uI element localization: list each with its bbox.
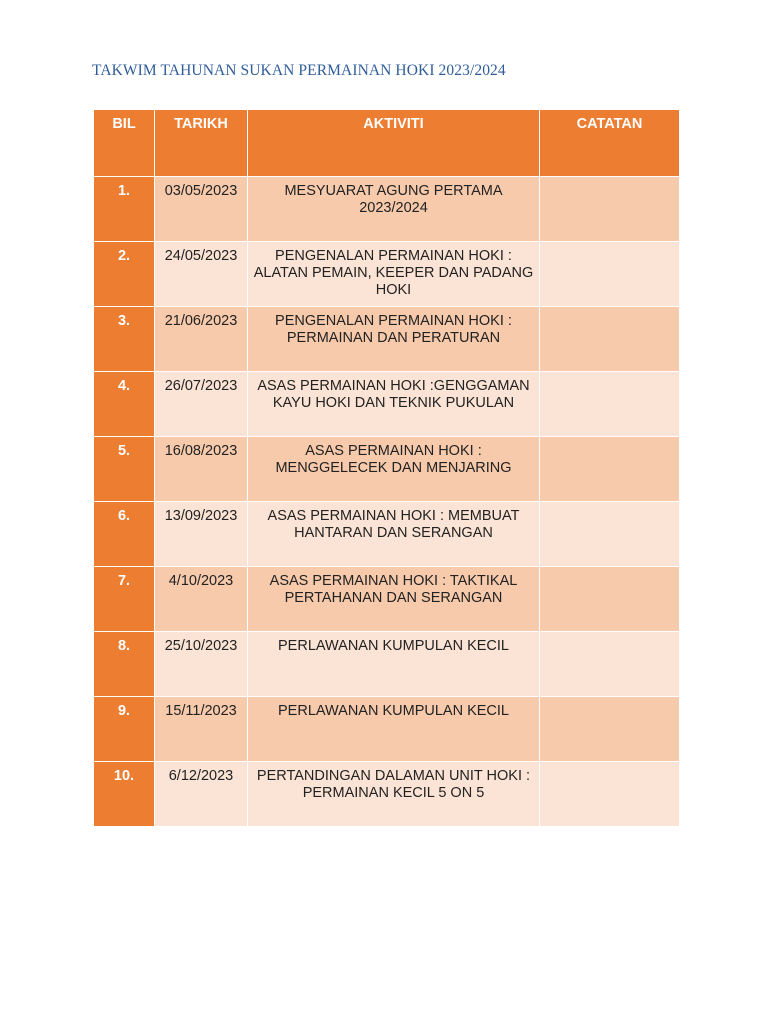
row-catatan	[540, 177, 680, 242]
row-tarikh: 6/12/2023	[155, 762, 248, 827]
table-row	[94, 697, 680, 762]
table-row	[94, 437, 680, 502]
row-catatan	[540, 502, 680, 567]
row-bil: 3.	[94, 307, 155, 372]
header-bil: BIL	[94, 110, 155, 177]
table-header-row	[94, 110, 680, 177]
table-row	[94, 567, 680, 632]
table-row	[94, 502, 680, 567]
row-tarikh: 21/06/2023	[155, 307, 248, 372]
row-aktiviti: ASAS PERMAINAN HOKI : MENGGELECEK DAN MENJARING	[248, 437, 540, 502]
table-row	[94, 632, 680, 697]
row-aktiviti: PERTANDINGAN DALAMAN UNIT HOKI : PERMAINAN KECIL 5 ON 5	[248, 762, 540, 827]
row-tarikh: 25/10/2023	[155, 632, 248, 697]
row-catatan	[540, 307, 680, 372]
row-catatan	[540, 372, 680, 437]
header-aktiviti: AKTIVITI	[248, 110, 540, 177]
table-row	[94, 762, 680, 827]
row-catatan	[540, 437, 680, 502]
row-tarikh: 03/05/2023	[155, 177, 248, 242]
row-tarikh: 26/07/2023	[155, 372, 248, 437]
row-aktiviti: ASAS PERMAINAN HOKI : TAKTIKAL PERTAHANAN DAN SERANGAN	[248, 567, 540, 632]
schedule-table	[93, 109, 680, 827]
row-aktiviti: PERLAWANAN KUMPULAN KECIL	[248, 697, 540, 762]
row-bil: 10.	[94, 762, 155, 827]
row-bil: 4.	[94, 372, 155, 437]
row-aktiviti: MESYUARAT AGUNG PERTAMA 2023/2024	[248, 177, 540, 242]
row-bil: 6.	[94, 502, 155, 567]
header-tarikh: TARIKH	[155, 110, 248, 177]
row-bil: 5.	[94, 437, 155, 502]
table-row	[94, 372, 680, 437]
header-catatan: CATATAN	[540, 110, 680, 177]
document-title: TAKWIM TAHUNAN SUKAN PERMAINAN HOKI 2023/2024	[92, 62, 506, 79]
row-catatan	[540, 762, 680, 827]
row-bil: 1.	[94, 177, 155, 242]
row-catatan	[540, 242, 680, 307]
row-catatan	[540, 567, 680, 632]
row-tarikh: 16/08/2023	[155, 437, 248, 502]
row-bil: 2.	[94, 242, 155, 307]
row-aktiviti: ASAS PERMAINAN HOKI : MEMBUAT HANTARAN DAN SERANGAN	[248, 502, 540, 567]
row-aktiviti: PERLAWANAN KUMPULAN KECIL	[248, 632, 540, 697]
row-catatan	[540, 632, 680, 697]
row-aktiviti: ASAS PERMAINAN HOKI :GENGGAMAN KAYU HOKI DAN TEKNIK PUKULAN	[248, 372, 540, 437]
row-bil: 9.	[94, 697, 155, 762]
table-row	[94, 307, 680, 372]
row-catatan	[540, 697, 680, 762]
row-tarikh: 4/10/2023	[155, 567, 248, 632]
row-bil: 8.	[94, 632, 155, 697]
row-tarikh: 24/05/2023	[155, 242, 248, 307]
row-tarikh: 15/11/2023	[155, 697, 248, 762]
row-aktiviti: PENGENALAN PERMAINAN HOKI : PERMAINAN DAN PERATURAN	[248, 307, 540, 372]
table-row	[94, 242, 680, 307]
table-row	[94, 177, 680, 242]
row-bil: 7.	[94, 567, 155, 632]
row-aktiviti: PENGENALAN PERMAINAN HOKI : ALATAN PEMAIN, KEEPER DAN PADANG HOKI	[248, 242, 540, 307]
row-tarikh: 13/09/2023	[155, 502, 248, 567]
